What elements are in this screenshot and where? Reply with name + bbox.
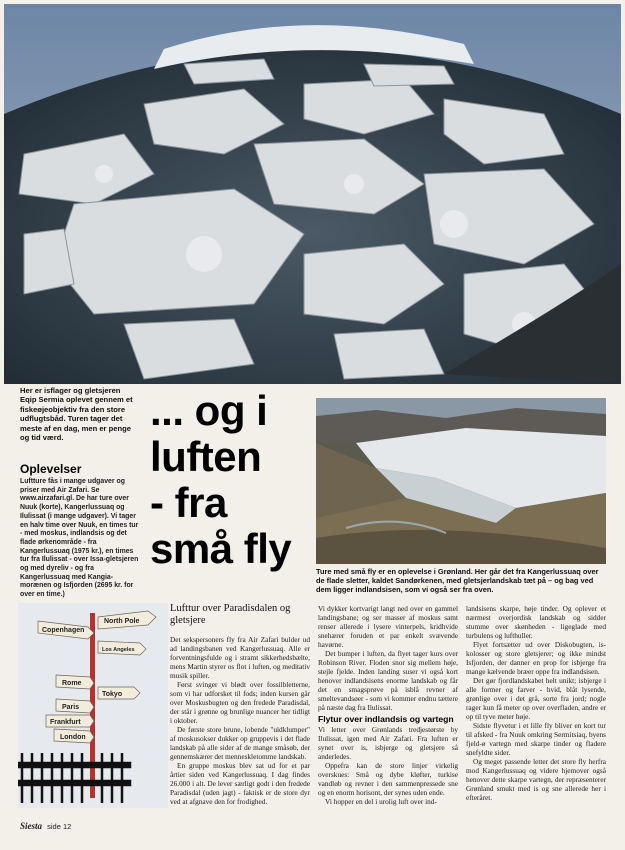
paragraph: Vi dykker kortvarigt langt ned over en gammel landingsbane; og ser masser af moskus samt renser allerede i lysere vinterpels, kridhvide snehærer foruden et par enkelt svævende havørne. [318, 604, 458, 649]
article-subhead: Lufttur over Paradisdalen og gletsjere [170, 603, 291, 626]
signpost-photo [18, 603, 168, 808]
paragraph: Flyet fortsætter ud over Diskobugten, is-kolosser og store gletsjerer; og ikke mindst Isfjorden, der danner en prop for isbjerge fra mange kælvende bræer oppe fra indlandsisen. [466, 640, 606, 676]
headline-line-4: små fly [150, 525, 292, 572]
article-column-1 [170, 635, 310, 806]
paragraph: De første store brune, lobende "uldklumper" af moskusokser dukker op gruppevis i det flade landskab på alle sider af de mange småsøb, der gennemskærer det menneskletomme landskab. [170, 725, 310, 761]
sign-frankfurt: Frankfurt [50, 719, 81, 726]
sign-london: London [60, 734, 86, 741]
paragraph: Og meget passende letter det store fly herfra mod Kangerlussuaq og videre hjemover også henover dette skarpe vartegn, der repræsenterer Grønland smukt med is og sne allerede her i efteråret. [466, 757, 606, 802]
headline-line-2: luften [150, 433, 262, 480]
sign-tokyo: Tokyo [102, 691, 123, 698]
paragraph: Vi hopper en del i urolig luft over ind- [325, 797, 437, 806]
article-column-2 [318, 604, 458, 806]
page-number: side 12 [47, 822, 72, 831]
sign-rome: Rome [62, 680, 82, 687]
sidebar-title: Oplevelser [20, 462, 82, 476]
publication-name: Siesta [20, 821, 43, 831]
paragraph: Først svinger vi blødt over fossilbletterne, som vi har udforsket til fods; inden kursen går over Moskusbugten og den fredede Paradisdal, der står i grønne og brunlige nuancer her tidligt i oktober. [170, 680, 310, 725]
main-headline [150, 388, 310, 572]
paragraph: Vi letter over Grønlands tredjestørste by Ilulissat, igen med Air Zafari. Fra luften er synet over is, isbjerge og gletsjere så anderledes. [318, 725, 458, 761]
paragraph: Det sekspersoners fly fra Air Zafari bulder ud ad landingsbanen ved Kangerlussuaq. Alle er forventningsfulde og i stramt sikkerhedsbælte, mens Martin styrer os flot i luften, og meditativ musik spiller. [170, 635, 310, 680]
sign-copenhagen: Copenhagen [42, 627, 85, 634]
article-column-3 [466, 604, 606, 802]
paragraph: En gruppe moskus blev sat ud for et par årtier siden ved Kangerlussuaq. I dag findes 26.000 i alt. De lever særligt godt i den fredede Paradisdal (uden jagt) - faktisk er de store dyr ved at afgnave den for frodighed. [170, 761, 310, 806]
sign-paris: Paris [62, 704, 80, 711]
paragraph: Oppefra kan de store linjer virkelig overskues: Små og dybe kløfter, turkise vandløb og revner i den sammenpressede sne og en enorm horisont, der synes uden ende. [318, 761, 458, 797]
headline-line-1: ... og i [150, 387, 268, 434]
page-footer [20, 822, 71, 831]
mid-photo-caption: Ture med små fly er en oplevelse i Grønland. Her går det fra Kangerlussuaq over de flade sletter, kaldet Sandørkenen, med gletsjerlandskab tæt på – og bag ved dem ligger indlandsisen, som vi også ser fra oven. [316, 567, 599, 594]
experiences-sidebar [20, 462, 140, 600]
sign-north-pole: North Pole [104, 618, 140, 625]
paragraph: Det bumper i luften, da flyet tager kurs over Robinson River. Floden snor sig mellem høje, stejle fjelde. Inden landing suser vi også kort henover indlandsisens enorme landskab og får det en smagsprøve på isblå revner af smeltevandsøer - som vi kommer endnu tættere på næste dag fra Ilulissat. [318, 649, 458, 712]
paragraph: Det gør fjordlandskabet helt unikt; isbjerge i alle former og farver - hvid, blåt lysende, grønlige over i det grå, sorte fra jord; nogle rager kun få meter op over overfladen, andre er op til tyve meter høje. [466, 676, 606, 721]
ice-floes-photo [4, 4, 621, 384]
sign-los-angeles: Los Angeles [102, 647, 135, 653]
section-heading: Flytur over indlandsis og vartegn [318, 714, 454, 724]
paragraph: Sidste flyvetur i et lille fly bliver en kort tur til afsked - fra Nuuk omkring Sermitsiaq, byens fjeld-ø vartegn med skarpe tinder og fladere snefyldte sider. [466, 721, 606, 757]
sidebar-text: Luftture fås i mange udgaver og priser med Air Zafari. Se www.airzafari.gl. De har ture over Nuuk (korte), Kangerlussuaq og Ilulissat (i mange udgaver). Vi tager en halv time over Nuuk, en times tur - med moskus, indlandsis og det flade ørkenområde - fra Kangerlussuaq (1975 kr.), en times tur fra Ilulissat - over Issa-gletsjeren og med dyreliv - og fra Kangerlussuaq med Kangia-morænen og Isfjorden (2695 kr. for over en time.) [20, 478, 139, 599]
paragraph: landsisens skarpe, høje tinder. Og oplever et nærmest overjordisk landskab og sidder stumme over skønheden - ligeglade med turbulens og lufthuller. [466, 604, 606, 640]
glacier-landscape-photo [316, 398, 606, 564]
top-photo-caption: Her er isflager og gletsjeren Eqip Sermia oplevet gennem et fiskeøjeobjektiv fra den store udflugtsbåd. Turen tager det meste af en dag, men er penge og tid værd. [20, 386, 133, 443]
headline-line-3: - fra [150, 479, 227, 526]
